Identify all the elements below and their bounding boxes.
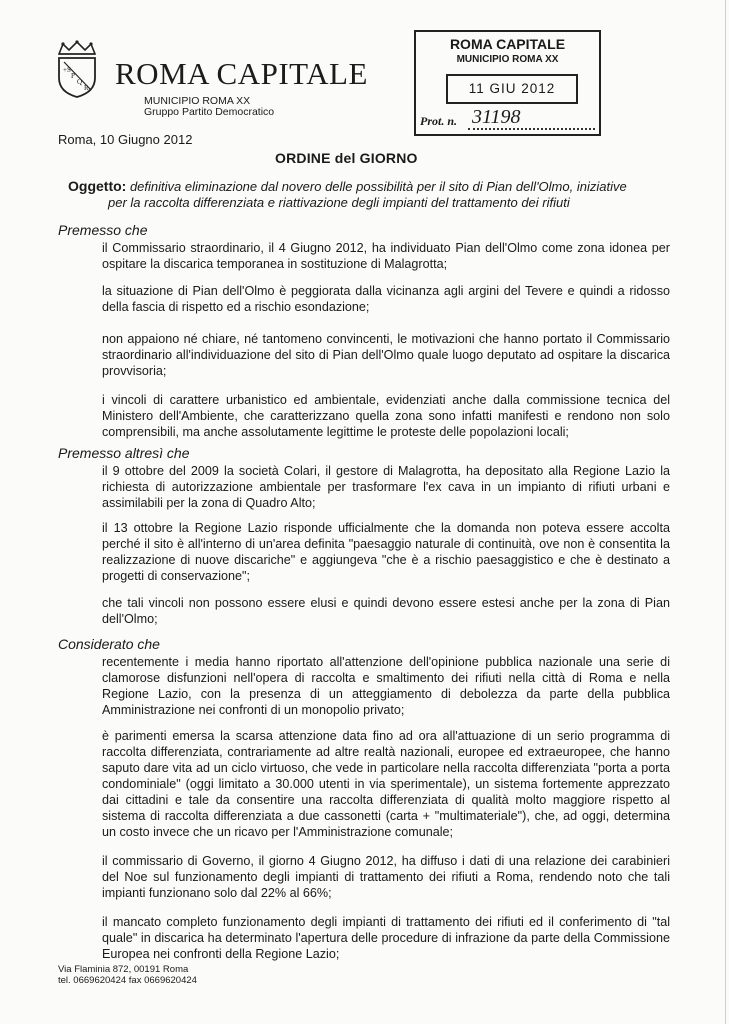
document-title: ORDINE del GIORNO	[275, 150, 418, 166]
paragraph: i vincoli di carattere urbanistico ed ambientale, evidenziati anche dalla commissione tecnica del Ministero dell'Ambiente, che caratterizzano quella zona sono infatti manifesti e rendono non solo comprensibili, ma anche assolutamente legittime le proteste delle popolazioni locali;	[102, 393, 670, 439]
stamp-prot-label: Prot. n.	[420, 114, 458, 128]
stamp-dotted-line	[468, 128, 595, 130]
svg-text:R: R	[84, 84, 89, 92]
paragraph: la situazione di Pian dell'Olmo è peggiorata dalla vicinanza agli argini del Tevere e quindi a ridosso della fascia di rispetto ed a rischio esondazione;	[102, 284, 670, 314]
stamp-prot-number: 31198	[472, 106, 521, 128]
municipio-label: MUNICIPIO ROMA XX	[144, 95, 251, 107]
paragraph: recentemente i media hanno riportato all'attenzione dell'opinione pubblica nazionale una serie di clamorose disfunzioni nell'opera di raccolta e smaltimento dei rifiuti nella città di Roma e nella Regione Lazio, con la presenza di un atteggiamento di debolezza da parte della pubblica Amministrazione nei confronti di un monopolio privato;	[102, 655, 670, 717]
section-premesso: Premesso che	[58, 222, 148, 238]
protocol-stamp	[414, 30, 601, 136]
subject-label: Oggetto:	[68, 178, 127, 194]
svg-text:Q: Q	[77, 78, 83, 86]
roma-capitale-crest-icon	[51, 40, 103, 98]
stamp-title: ROMA CAPITALE	[449, 36, 566, 52]
place-date: Roma, 10 Giugno 2012	[58, 132, 193, 147]
subject-block	[68, 178, 668, 211]
paragraph: il 13 ottobre la Regione Lazio risponde ufficialmente che la domanda non poteva essere accolta perché il sito è all'interno di un'area definita "paesaggio naturale di continuità, ove non è consentita la realizzazione di nuove discariche" e aggiungeva "che è a rischio paesaggistico e che è destinato a progetti di conservazione";	[102, 521, 670, 583]
footer-address: Via Flaminia 872, 00191 Roma	[58, 964, 189, 975]
footer	[58, 964, 197, 986]
stamp-subtitle: MUNICIPIO ROMA XX	[456, 54, 559, 65]
header-subtitle	[144, 96, 274, 118]
svg-text:+S: +S	[63, 66, 71, 74]
paragraph: il 9 ottobre del 2009 la società Colari, il gestore di Malagrotta, ha depositato alla Regione Lazio la richiesta di autorizzazione ambientale per trasformare l'ex cava in un impianto di rifiuti urbani e assimilabili per la zona di Quadro Alto;	[102, 464, 670, 510]
subject-line-2: per la raccolta differenziata e riattivazione degli impianti del trattamento dei rifiuti	[108, 195, 570, 210]
footer-phone: tel. 0669620424 fax 0669620424	[58, 975, 197, 986]
section-considerato: Considerato che	[58, 636, 160, 652]
paragraph: il commissario di Governo, il giorno 4 Giugno 2012, ha diffuso i dati di una relazione dei carabinieri del Noe sul funzionamento degli impianti di trattamento dei rifiuti a Roma, rendendo noto che tali impianti funzionano solo dal 22% al 66%;	[102, 854, 670, 900]
scan-edge-line	[725, 0, 726, 1024]
stamp-date-box	[446, 74, 578, 104]
brand-title: ROMA CAPITALE	[115, 56, 368, 91]
section-premesso-altresi: Premesso altresì che	[58, 445, 190, 461]
paragraph: non appaiono né chiare, né tantomeno convincenti, le motivazioni che hanno portato il Commissario straordinario all'individuazione del sito di Pian dell'Olmo quale luogo deputato ad ospitare la discarica provvisoria;	[102, 332, 670, 378]
subject-line-1: definitiva eliminazione dal novero delle possibilità per il sito di Pian dell'Olmo, iniziative	[129, 179, 627, 194]
paragraph: il mancato completo funzionamento degli impianti di trattamento dei rifiuti ed il conferimento di "tal quale" in discarica ha determinato l'apertura delle procedure di infrazione da parte della Commissione Europea nei confronti della Regione Lazio;	[102, 915, 670, 961]
svg-text:P: P	[71, 72, 75, 80]
paragraph: che tali vincoli non possono essere elusi e quindi devono essere estesi anche per la zona di Pian dell'Olmo;	[102, 596, 670, 626]
paragraph: è parimenti emersa la scarsa attenzione data fino ad ora all'attuazione di un serio programma di raccolta differenziata, contrariamente ad altre realtà nazionali, europee ed extraeuropee, che hanno saputo dare vita ad un ciclo virtuoso, che vede in particolare nella raccolta differenziata "porta a porta condominiale" (oggi limitato a 30.000 utenti in via sperimentale), un sistema fortemente apprezzato dai cittadini e tale da consentire una raccolta differenziata di qualità molto maggiore rispetto al sistema di raccolta differenziata a due cassonetti (carta + "multimateriale"), che, ad oggi, determina un costo invece che un ricavo per l'Amministrazione comunale;	[102, 729, 670, 839]
gruppo-label: Gruppo Partito Democratico	[144, 106, 275, 118]
stamp-date: 11 GIU 2012	[468, 81, 556, 96]
paragraph: il Commissario straordinario, il 4 Giugno 2012, ha individuato Pian dell'Olmo come zona idonea per ospitare la discarica temporanea in sostituzione di Malagrotta;	[102, 241, 670, 271]
